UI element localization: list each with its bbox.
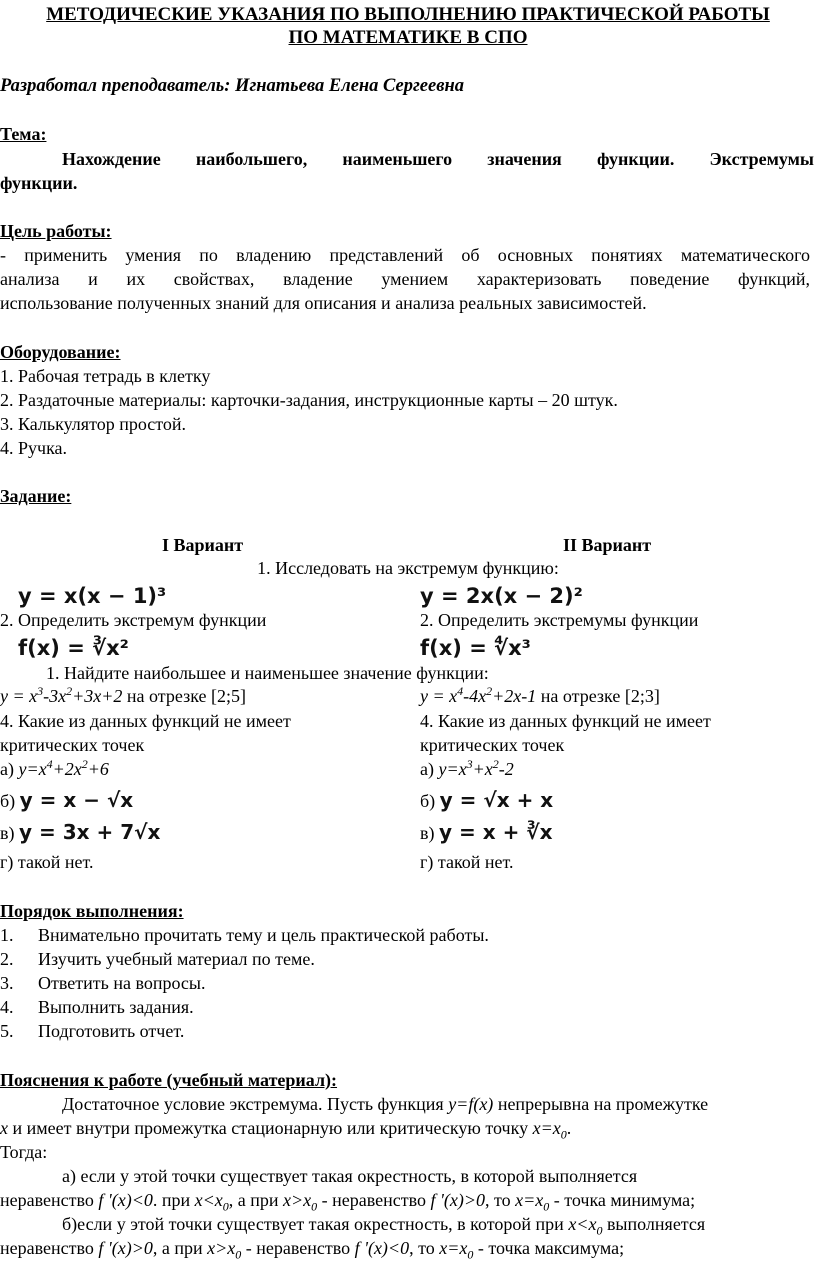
- option-b-variant-1: [0, 789, 133, 812]
- procedure-step: [0, 924, 489, 946]
- goal-text-line-1: - применить умения по владению представлений об основных понятиях математического: [0, 245, 810, 265]
- option-c-variant-2: [420, 821, 553, 844]
- option-a-label: а): [0, 759, 14, 779]
- option-a-variant-2: а) $y=x^3+x^2-2$: [420, 757, 514, 779]
- question-3: 1. Найдите наибольшее и наименьшее значение функции:: [46, 663, 489, 683]
- procedure-step-number: 4.: [0, 997, 14, 1017]
- procedure-heading: Порядок выполнения:: [0, 901, 184, 921]
- option-a-variant-1: а) $y=x^4+2x^2+6$: [0, 757, 109, 779]
- option-a-label: а): [420, 759, 434, 779]
- procedure-step-number: 1.: [0, 925, 14, 945]
- goal-text-line-3: использование полученных знаний для описания и анализа реальных зависимостей.: [0, 293, 647, 313]
- procedure-step-text: Ответить на вопросы.: [38, 973, 206, 993]
- question-2-variant-2: 2. Определить экстремумы функции: [420, 610, 699, 630]
- procedure-step: [0, 1020, 184, 1042]
- explanation-case-b-line-1: б)если у этой точки существует такая окрестность, в которой при $x<x_0$ выполняется: [62, 1214, 706, 1238]
- explanation-text: б)если у этой точки существует такая окрестность, в которой при: [62, 1214, 564, 1234]
- explanation-paragraph-1-line-2: x и имеет внутри промежутка стационарную или критическую точку $x=x_0$.: [0, 1118, 572, 1142]
- author-line: Разработал преподаватель: Игнатьева Елена Сергеевна: [0, 76, 465, 96]
- explanation-paragraph-1-line-1: Достаточное условие экстремума. Пусть функция y=f(x) непрерывна на промежутке: [62, 1094, 709, 1114]
- procedure-step-text: Выполнить задания.: [38, 997, 194, 1017]
- explanation-text: выполняется: [606, 1214, 706, 1234]
- procedure-step-text: Изучить учебный материал по теме.: [38, 949, 315, 969]
- explanation-text: непрерывна на промежутке: [497, 1094, 709, 1114]
- explanation-text: и имеет внутри промежутка стационарную или критическую точку: [12, 1118, 529, 1138]
- procedure-step-text: Подготовить отчет.: [38, 1021, 185, 1041]
- equipment-item: 1. Рабочая тетрадь в клетку: [0, 366, 211, 386]
- option-c-variant-1: [0, 821, 160, 844]
- option-d-variant-2: г) такой нет.: [420, 852, 514, 872]
- option-c-label: в): [420, 823, 435, 843]
- explanation-then: Тогда:: [0, 1142, 48, 1162]
- option-c-variant-1-formula: y = 3x + 7√x: [19, 820, 161, 844]
- procedure-step-number: 3.: [0, 973, 14, 993]
- goal-heading: Цель работы:: [0, 221, 112, 241]
- task-heading: Задание:: [0, 486, 72, 506]
- option-b-label: б): [420, 791, 436, 811]
- document-title-line-1: МЕТОДИЧЕСКИЕ УКАЗАНИЯ ПО ВЫПОЛНЕНИЮ ПРАКТИЧЕСКОЙ РАБОТЫ: [46, 4, 770, 25]
- q3-variant-2-segment: на отрезке [2;3]: [540, 686, 660, 706]
- equipment-item: 2. Раздаточные материалы: карточки-задания, инструкционные карты – 20 штук.: [0, 390, 618, 410]
- question-4-variant-1-line-1: 4. Какие из данных функций не имеет: [0, 711, 291, 731]
- option-d-variant-1: г) такой нет.: [0, 852, 94, 872]
- procedure-step: [0, 948, 315, 970]
- topic-text-line-2: функции.: [0, 173, 78, 193]
- question-1: 1. Исследовать на экстремум функцию:: [257, 558, 559, 578]
- option-b-variant-1-formula: y = x − √x: [19, 788, 134, 812]
- explanation-case-a-line-1: а) если у этой точки существует такая окрестность, в которой выполняется: [62, 1166, 638, 1186]
- question-4-variant-1-line-2: критических точек: [0, 735, 145, 755]
- q1-variant-1-formula: y = x(x − 1)³: [18, 584, 167, 608]
- q3-variant-1-function: $y = x^3-3x^2+3x+2$ на отрезке [2;5]: [0, 684, 246, 706]
- equipment-item: 3. Калькулятор простой.: [0, 414, 187, 434]
- procedure-step-number: 5.: [0, 1021, 14, 1041]
- topic-heading: Тема:: [0, 124, 47, 144]
- q1-variant-2-formula: y = 2x(x − 2)²: [420, 584, 583, 608]
- goal-text-line-2: анализа и их свойствах, владение умением характеризовать поведение функций,: [0, 269, 810, 289]
- explanation-case-b-line-2: неравенство f '(x)>0, а при $x>x_0$ - неравенство f '(x)<0, то $x=x_0$ - точка максимума;: [0, 1238, 625, 1262]
- question-4-variant-2-line-2: критических точек: [420, 735, 565, 755]
- explanation-heading: Пояснения к работе (учебный материал):: [0, 1070, 338, 1090]
- procedure-step-number: 2.: [0, 949, 14, 969]
- procedure-step: [0, 996, 194, 1018]
- q2-variant-1-formula: f(x) = ∛x²: [18, 636, 129, 660]
- option-b-variant-2-formula: y = √x + x: [439, 788, 554, 812]
- q2-variant-2-formula: f(x) = ∜x³: [420, 636, 531, 660]
- variant-1-heading: I Вариант: [162, 535, 244, 555]
- equipment-item: 4. Ручка.: [0, 438, 68, 458]
- variant-2-heading: II Вариант: [563, 535, 652, 555]
- question-2-variant-1: 2. Определить экстремум функции: [0, 610, 267, 630]
- procedure-step: [0, 972, 205, 994]
- topic-text-line-1: Нахождение наибольшего, наименьшего значения функции. Экстремумы: [62, 149, 814, 169]
- explanation-text: Достаточное условие экстремума. Пусть функция: [62, 1094, 444, 1114]
- option-c-label: в): [0, 823, 15, 843]
- option-c-variant-2-formula: y = x + ∛x: [439, 820, 553, 844]
- option-b-variant-2: [420, 789, 553, 812]
- question-4-variant-2-line-1: 4. Какие из данных функций не имеет: [420, 711, 711, 731]
- equipment-heading: Оборудование:: [0, 342, 121, 362]
- option-b-label: б): [0, 791, 16, 811]
- explanation-case-a-line-2: неравенство f '(x)<0. при $x<x_0$, а при $x>x_0$ - неравенство f '(x)>0, то $x=x_0$ - точка минимума;: [0, 1190, 696, 1214]
- q3-variant-1-segment: на отрезке [2;5]: [126, 686, 246, 706]
- document-title-line-2: ПО МАТЕМАТИКЕ В СПО: [288, 27, 528, 48]
- q3-variant-2-function: $y = x^4-4x^2+2x-1$ на отрезке [2;3]: [420, 684, 660, 706]
- procedure-step-text: Внимательно прочитать тему и цель практической работы.: [38, 925, 489, 945]
